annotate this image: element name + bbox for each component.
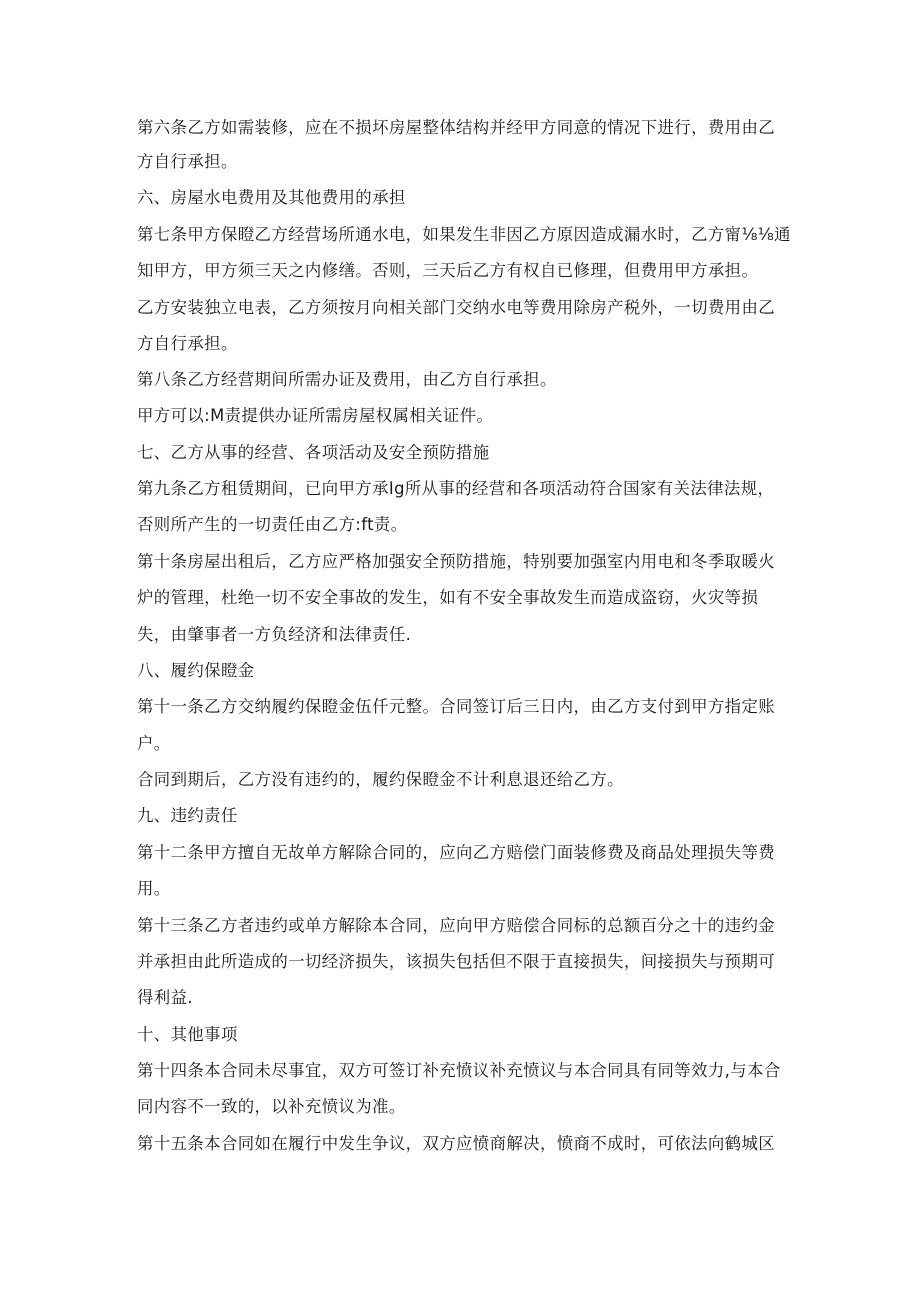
text-line: 并承担由此所造成的一切经济损失，该损失包括但不限于直接损失，间接损失与预期可 bbox=[137, 952, 776, 971]
section-heading: 十、其他事项 bbox=[137, 1025, 238, 1044]
text-line: 用。 bbox=[137, 879, 171, 898]
text-line: 第八条乙方经营期间所需办证及费用，由乙方自行承担。 bbox=[137, 370, 557, 389]
text-line: 方自行承担。 bbox=[137, 334, 238, 353]
text-line: 第六条乙方如需装修，应在不损坏房屋整体结构并经甲方同意的情况下进行，费用由乙 bbox=[137, 118, 776, 137]
text-line: 第十一条乙方交纳履约保瞪金伍仟元整。合同签订后三日内，由乙方支付到甲方指定账 bbox=[137, 697, 776, 716]
text-line: 失，由肇事者一方负经济和法律责任. bbox=[137, 625, 412, 644]
text-line: 第十条房屋出租后，乙方应严格加强安全预防措施，特别要加强室内用电和冬季取暖火 bbox=[137, 552, 776, 571]
section-heading: 七、乙方从事的经营、各项活动及安全预防措施 bbox=[137, 443, 490, 462]
text-line: 户。 bbox=[137, 734, 171, 753]
text-line: 乙方安装独立电表，乙方须按月向相关部门交纳水电等费用除房产税外，一切费用由乙 bbox=[137, 298, 776, 317]
text-line: 方自行承担。 bbox=[137, 152, 238, 171]
text-line: 炉的管理，杜绝一切不安全事故的发生，如有不安全事故发生而造成盗窃，火灾等损 bbox=[137, 588, 759, 607]
text-line: 合同到期后，乙方没有违约的，履约保瞪金不计利息退还给乙方。 bbox=[137, 770, 624, 789]
text-line: 第九条乙方租赁期间，已向甲方承Ig所从事的经营和各项活动符合国家有关法律法规， bbox=[137, 479, 775, 498]
text-line: 第十四条本合同未尽事宜，双方可签订补充愤议补充愤议与本合同具有同等效力,与本合 bbox=[137, 1061, 781, 1080]
section-heading: 六、房屋水电费用及其他费用的承担 bbox=[137, 188, 406, 207]
text-line: 第十五条本合同如在履行中发生争议，双方应愤商解决，愤商不成时，可依法向鹤城区 bbox=[137, 1134, 776, 1153]
text-line: 同内容不一致的，以补充愤议为准。 bbox=[137, 1097, 406, 1116]
text-line: 第十二条甲方擅自无故单方解除合同的，应向乙方赔偿门面装修费及商品处理损失等费 bbox=[137, 843, 776, 862]
text-line: 第七条甲方保瞪乙方经营场所通水电，如果发生非因乙方原因造成漏水时，乙方甯⅛⅛通 bbox=[137, 225, 791, 244]
text-line: 第十三条乙方者违约或单方解除本合同，应向甲方赔偿合同标的总额百分之十的违约金 bbox=[137, 916, 776, 935]
text-line: 否则所产生的一切责任由乙方:ft责。 bbox=[137, 515, 408, 534]
text-line: 得利益. bbox=[137, 988, 193, 1007]
text-line: 知甲方，甲方须三天之内修缮。否则，三天后乙方有权自已修理，但费用甲方承担。 bbox=[137, 261, 759, 280]
section-heading: 九、违约责任 bbox=[137, 806, 238, 825]
text-line: 甲方可以:M责提供办证所需房屋权属相关证件。 bbox=[137, 406, 494, 425]
section-heading: 八、履约保瞪金 bbox=[137, 661, 255, 680]
